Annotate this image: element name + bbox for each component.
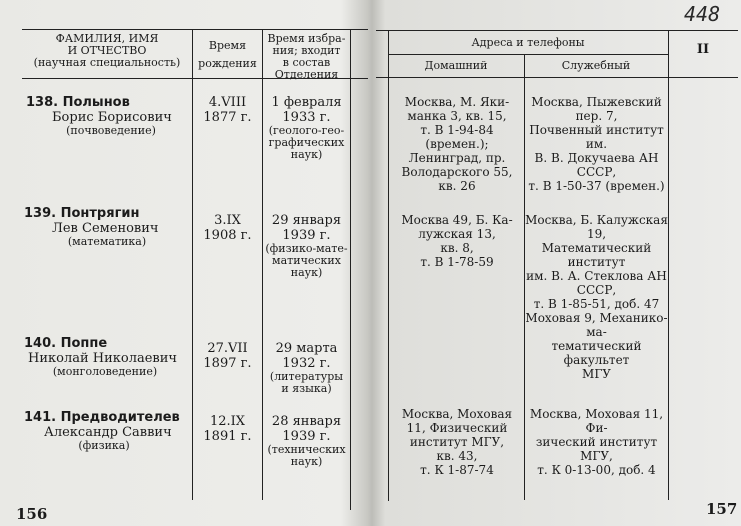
entry-home-address [390,213,524,269]
header-birth-column [193,40,262,70]
address-line: (времен.); [425,137,489,151]
address-line: кв. 8, [440,241,474,255]
address-line: Москва, Моховая 11, Фи- [529,407,664,435]
section-text: наук) [290,266,323,279]
address-line: Володарского 55, [401,165,513,179]
header-text: рождения [198,57,257,70]
header-text: Время избра- [267,32,346,45]
elected-year: 1932 г. [282,356,331,371]
entry-given-name: Борис Борисович [52,110,172,125]
entry-elected [263,341,350,395]
entry-birth [193,414,262,444]
elected-year: 1939 г. [282,429,331,444]
elected-year: 1939 г. [282,228,331,243]
header-name-column [22,33,192,69]
address-line: тематический факультет [551,339,642,367]
header-work: Служебный [561,59,631,72]
entry-elected [263,213,350,279]
address-line: Москва, Моховая [401,407,513,421]
page-number-right: 157 [706,500,738,518]
address-line: В. В. Докучаева АН СССР, [534,151,659,179]
address-line: Математический институт [541,241,652,269]
entry-work-address [525,213,668,381]
header-text: Отделения [274,68,339,81]
entry-surname: 138. Полынов [26,95,130,110]
left-page [0,0,368,526]
birth-date: 12.IX [209,414,246,429]
entry-specialty: (математика) [67,235,147,248]
address-line: Москва, М. Яки- [404,95,510,109]
elected-date: 29 января [271,213,342,228]
section-text: и языка) [281,382,332,395]
header-roman-numeral: II [696,42,710,57]
entry-name [24,410,180,425]
section-text: (технических [267,443,346,456]
address-line: т. В 1-78-59 [420,255,494,269]
entry-name [24,206,139,221]
birth-year: 1877 г. [203,110,252,125]
column-divider [388,31,389,501]
address-line: Москва, Б. Калужская 19, [525,213,668,241]
header-mid-rule [388,54,668,55]
entry-specialty: (почвоведение) [66,124,156,137]
entry-birth [193,95,262,125]
birth-year: 1891 г. [203,429,252,444]
address-line: Моховая 9, Механико-ма- [525,311,668,339]
header-text: ФАМИЛИЯ, ИМЯ [55,32,159,45]
elected-year: 1933 г. [282,110,331,125]
elected-date: 29 марта [275,341,338,356]
address-line: кв. 26 [438,179,476,193]
handwritten-page-mark: 448 [684,2,721,26]
entry-surname: 140. Поппе [24,336,108,351]
page-number-left: 156 [16,505,48,523]
birth-date: 3.IX [214,213,241,228]
address-line: МГУ [582,367,611,381]
address-line: институт МГУ, [409,435,505,449]
address-line: зический институт МГУ, [535,435,658,463]
entry-work-address [525,95,668,193]
address-line: кв. 43, [436,449,478,463]
address-line: Москва 49, Б. Ка- [401,213,513,227]
entry-home-address [390,407,524,477]
column-divider [350,30,351,510]
entry-given-name: Александр Саввич [44,425,172,440]
section-text: (литературы [269,370,344,383]
address-line: манка 3, кв. 15, [407,109,507,123]
header-text: в состав [282,56,331,69]
header-text: ния; входит [272,44,341,57]
section-text: (физико-мате- [265,242,348,255]
address-line: им. В. А. Стеклова АН СССР, [526,269,667,297]
address-line: Почвенный институт им. [529,123,664,151]
address-line: лужская 13, [418,227,496,241]
header-home: Домашний [424,59,488,72]
entry-name [24,336,107,351]
address-line: т. К 1-87-74 [420,463,494,477]
entry-given-name: Лев Семенович [52,221,159,236]
birth-date: 27.VII [207,341,248,356]
entry-specialty: (физика) [78,439,130,452]
birth-date: 4.VIII [208,95,247,110]
entry-surname: 139. Понтрягин [24,206,140,221]
entry-elected [263,414,350,468]
entry-elected [263,95,350,161]
header-election-column [263,33,350,81]
entry-home-address [390,95,524,193]
entry-work-address [525,407,668,477]
address-line: т. В 1-50-37 (времен.) [528,179,665,193]
header-text: (научная специальность) [33,56,181,69]
section-text: матических [272,254,341,267]
entry-given-name: Николай Николаевич [28,351,177,366]
birth-year: 1897 г. [203,356,252,371]
column-divider [668,31,669,500]
section-text: графических [268,136,345,149]
header-addresses: Адреса и телефоны [471,36,585,49]
right-page [374,0,741,526]
section-text: (геолого-гео- [268,124,345,137]
address-line: Ленинград, пр. [408,151,506,165]
birth-year: 1908 г. [203,228,252,243]
header-top-rule [22,29,368,30]
header-text: Время [208,39,247,52]
entry-birth [193,213,262,243]
section-text: наук) [290,455,323,468]
header-text: И ОТЧЕСТВО [67,44,147,57]
entry-birth [193,341,262,371]
address-line: т. В 1-94-84 [420,123,494,137]
address-line: Москва, Пыжевский пер. 7, [531,95,662,123]
entry-surname: 141. Предводителев [24,410,180,425]
address-line: т. В 1-85-51, доб. 47 [533,297,660,311]
address-line: 11, Физический [406,421,508,435]
elected-date: 1 февраля [271,95,342,110]
entry-specialty: (монголоведение) [52,365,158,378]
header-top-rule [376,30,738,31]
entry-name [26,95,130,110]
address-line: т. К 0-13-00, доб. 4 [537,463,656,477]
header-bottom-rule [376,77,738,78]
section-text: наук) [290,148,323,161]
elected-date: 28 января [271,414,342,429]
